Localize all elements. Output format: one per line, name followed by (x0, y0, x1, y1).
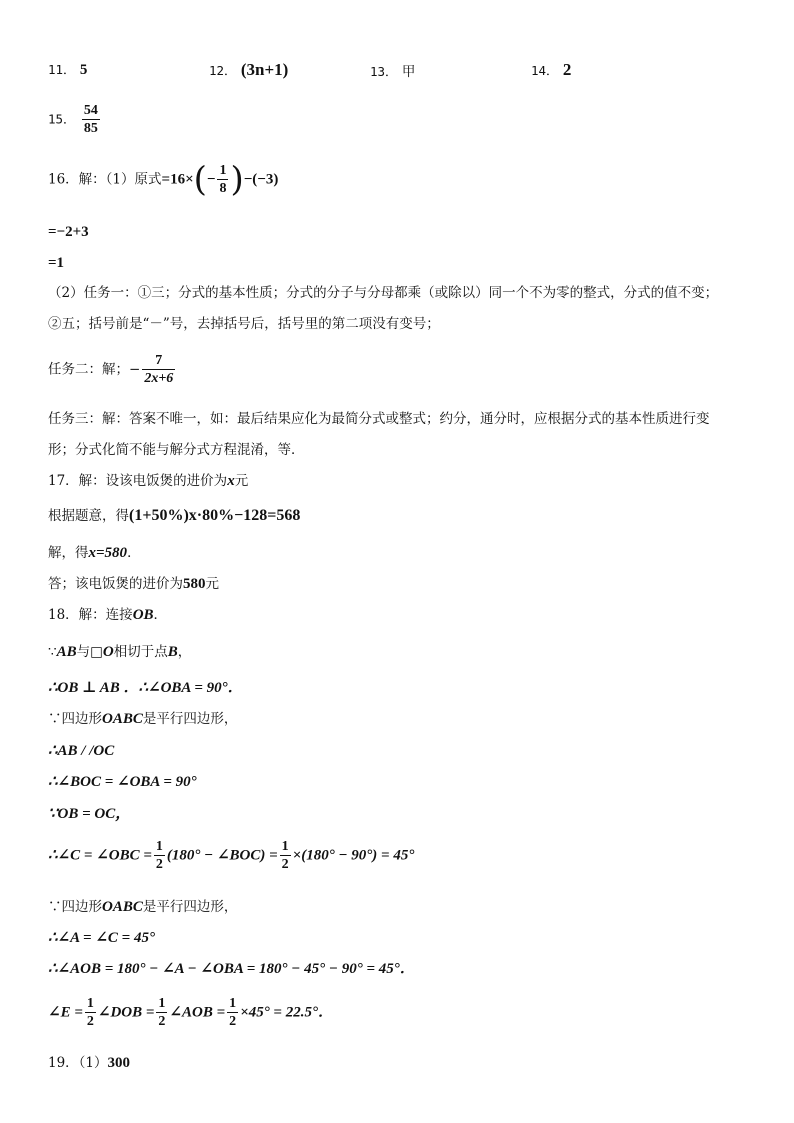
q18-line-2 (48, 643, 191, 661)
answer-15-fraction (82, 102, 100, 137)
fraction-denominator: 2 (281, 857, 289, 872)
q17-variable: x (227, 473, 235, 489)
answer-13 (370, 60, 415, 80)
fraction-numerator: 1 (281, 839, 289, 854)
fraction-denominator: 8 (219, 181, 227, 196)
q16-step-1: =−2+3 (48, 224, 89, 240)
q19-line-1 (48, 1054, 130, 1072)
answer-12 (209, 60, 288, 80)
q17-line-4 (48, 575, 219, 593)
q18-line-11: ∴∠AOB = 180° − ∠A − ∠OBA = 180° − 45° − 90° = 45°． (48, 961, 415, 977)
q18-line-12-fraction-1 (85, 995, 96, 1030)
q18-line-2-circle: O (102, 644, 114, 660)
answer-14 (531, 60, 571, 80)
q16-line-1: 16．解：（1）原式=16×(− $\frac{1}{8}$ )−(−3) (48, 159, 279, 200)
q16-fraction (217, 162, 228, 197)
q18-line-2-expr: AB (56, 644, 77, 660)
q18-line-1-expr: OB (132, 607, 154, 623)
answer-12-value: (3n+1) (240, 60, 289, 79)
fraction-denominator: 2x+6 (144, 371, 174, 386)
q16-task3-line-1: 任务三：解：答案不唯一，如：最后结果应化为最简分式或整式；约分，通分时，应根据分式的基本性质进行变 (48, 411, 710, 427)
q18-line-5: ∴AB / /OC (48, 743, 115, 759)
q18-line-2-point: B (167, 644, 178, 660)
q16-step-2: =1 (48, 255, 65, 271)
q16-task2-label: 任务二：解；− (48, 361, 141, 378)
q16-intro: 16．解：（1）原式 (48, 171, 162, 188)
fraction-numerator: 7 (142, 352, 175, 370)
q16-task1-line-1: （2）任务一：①三；分式的基本性质；分式的分子与分母都乘（或除以）同一个不为零的整式，分式的值不变； (48, 285, 719, 301)
q18-line-1-end: ． (153, 607, 168, 623)
q18-line-9-text-a: ∵四边形 (48, 899, 102, 915)
fraction-numerator: 54 (83, 103, 98, 118)
answer-14-value: 2 (562, 60, 572, 79)
q16-task2-fraction (142, 352, 175, 387)
q17-line-3-text: 解，得 (48, 545, 89, 561)
fraction-denominator: 2 (158, 1014, 166, 1029)
q17-line-2 (48, 507, 300, 525)
q18-line-4-text-b: 是平行四边形， (142, 711, 238, 727)
q18-line-4-text-a: ∵四边形 (48, 711, 102, 727)
answer-12-number: 12． (209, 63, 237, 78)
q18-line-9-expr: OABC (102, 899, 143, 915)
answer-11 (48, 60, 87, 79)
fraction-denominator: 2 (86, 1014, 94, 1029)
answer-15-number: 15． (48, 111, 76, 127)
q18-line-2-text-a: 与□ (76, 644, 103, 660)
q18-line-12-b: ∠DOB = (97, 1004, 155, 1021)
q18-line-8-a: ∴∠C = ∠OBC = (48, 847, 152, 864)
q18-line-9 (48, 898, 237, 916)
fraction-numerator: 1 (229, 996, 237, 1011)
q17-line-3-end: ． (127, 545, 141, 561)
answer-13-number: 13． (370, 64, 398, 79)
q18-line-12-fraction-3 (227, 995, 238, 1030)
fraction-numerator: 1 (86, 996, 94, 1011)
q17-line-1-text: 17．解：设该电饭煲的进价为 (48, 473, 228, 489)
q19-answer: 300 (107, 1055, 131, 1071)
fraction-numerator: 1 (155, 839, 163, 854)
q18-line-7: ∵OB = OC， (48, 806, 131, 822)
q17-line-2-text: 根据题意，得 (48, 508, 129, 524)
fraction-denominator: 2 (155, 857, 163, 872)
q18-line-4 (48, 710, 237, 728)
q18-line-8-c: ×(180° − 90°) = 45° (292, 847, 415, 864)
q17-line-3 (48, 544, 141, 562)
q18-line-3: ∴OB ⊥ AB ．∴∠OBA = 90°． (48, 680, 243, 696)
q18-line-6: ∴∠BOC = ∠OBA = 90° (48, 774, 197, 790)
q18-line-8 (48, 838, 414, 873)
q17-unit: 元 (234, 473, 249, 489)
q16-task3-line-2: 形；分式化简不能与解分式方程混淆，等． (48, 442, 305, 458)
q19-number: 19．（1） (48, 1055, 108, 1071)
q17-line-1 (48, 472, 248, 490)
fraction-denominator: 85 (83, 121, 98, 136)
q17-equation: (1+50%)x·80%−128=568 (129, 507, 301, 524)
q17-solution: x=580 (88, 545, 128, 561)
answer-11-number: 11． (48, 62, 76, 77)
q18-line-1-text: 18．解：连接 (48, 607, 133, 623)
fraction-numerator: 1 (158, 996, 166, 1011)
q18-line-8-fraction-1 (154, 838, 165, 873)
q18-line-8-fraction-2 (280, 838, 291, 873)
q17-answer-unit: 元 (205, 576, 219, 592)
answer-14-number: 14． (531, 63, 559, 78)
q16-task1-line-2: ②五；括号前是“－”号，去掉括号后，括号里的第二项没有变号； (48, 316, 440, 332)
q18-line-9-text-b: 是平行四边形， (142, 899, 238, 915)
q16-task2 (48, 352, 177, 387)
q18-line-4-expr: OABC (102, 711, 143, 727)
q18-line-2-text-b: 相切于点 (113, 644, 168, 660)
q18-line-8-b: (180° − ∠BOC) = (166, 847, 278, 864)
q18-line-12-c: ∠AOB = (169, 1004, 226, 1021)
q18-line-10: ∴∠A = ∠C = 45° (48, 930, 155, 946)
fraction-numerator: 1 (219, 163, 227, 178)
because-symbol: ∵ (48, 644, 57, 660)
q18-line-1 (48, 606, 167, 624)
answer-15 (48, 102, 102, 137)
q16-expr-b: −(−3) (243, 171, 279, 188)
q17-line-4-text: 答；该电饭煲的进价为 (48, 576, 183, 592)
q18-line-12-d: ×45° = 22.5°． (240, 1004, 333, 1021)
q16-expr-a: =16× (161, 171, 194, 188)
fraction-denominator: 2 (229, 1014, 237, 1029)
q18-line-12-fraction-2 (156, 995, 167, 1030)
q18-line-2-end: ， (177, 644, 192, 660)
q17-answer-value: 580 (183, 576, 206, 592)
q18-line-12 (48, 995, 333, 1030)
answer-11-value: 5 (79, 62, 88, 78)
q18-line-12-a: ∠E = (48, 1004, 83, 1021)
answer-13-value: 甲 (401, 64, 416, 80)
